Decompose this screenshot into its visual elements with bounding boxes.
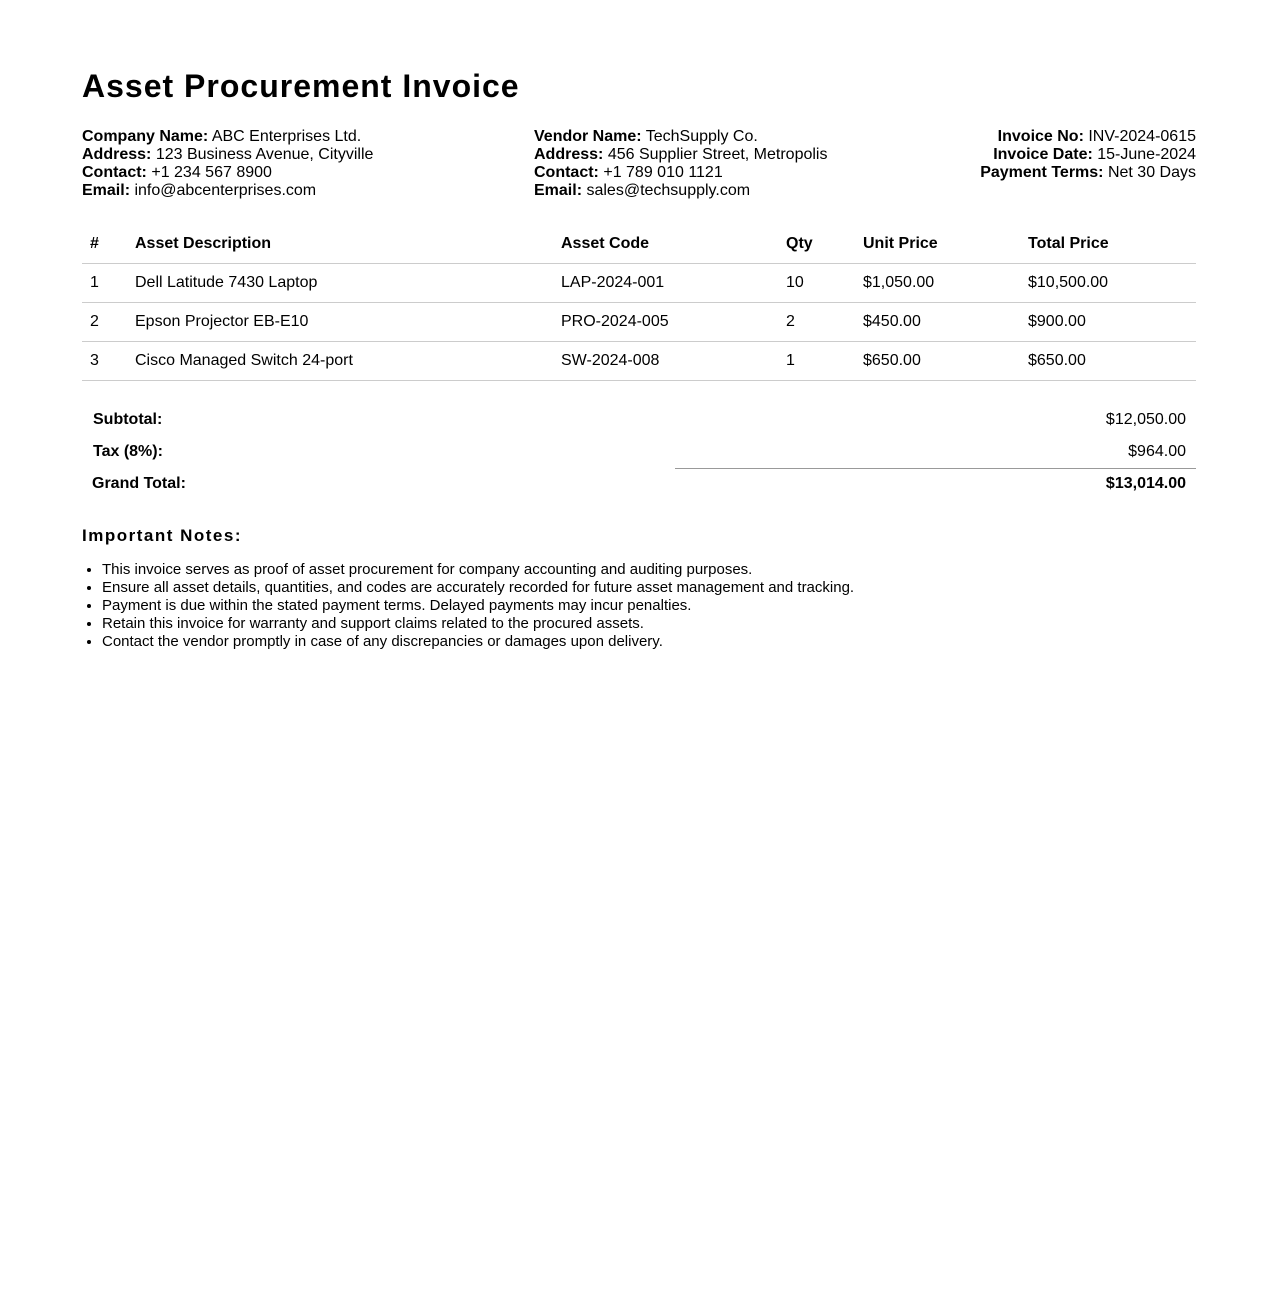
invoice-number-label: Invoice No: — [997, 128, 1084, 145]
payment-terms-label: Payment Terms: — [980, 164, 1104, 181]
asset-description: Cisco Managed Switch 24-port — [127, 342, 553, 381]
table-row — [82, 264, 1196, 303]
company-email-line — [82, 182, 373, 200]
row-number: 3 — [82, 342, 127, 381]
company-email: info@abcenterprises.com — [134, 182, 317, 199]
company-contact-line — [82, 164, 373, 182]
invoice-number-line — [980, 128, 1196, 146]
column-header-total-price: Total Price — [1020, 224, 1196, 264]
invoice-date: 15-June-2024 — [1097, 146, 1196, 163]
payment-terms: Net 30 Days — [1107, 164, 1196, 181]
column-header-number: # — [82, 224, 127, 264]
vendor-contact-line — [534, 164, 827, 182]
vendor-contact: +1 789 010 1121 — [603, 164, 723, 181]
total-price: $900.00 — [1020, 303, 1196, 342]
grand-total-value: $13,014.00 — [1105, 475, 1186, 492]
vendor-info — [534, 128, 827, 200]
tax-row — [82, 436, 1196, 468]
column-header-description: Asset Description — [127, 224, 553, 264]
vendor-email-line — [534, 182, 827, 200]
unit-price: $650.00 — [855, 342, 1020, 381]
invoice-meta — [980, 128, 1196, 182]
note-item: • This invoice serves as proof of asset procurement for company accounting and auditing purposes. — [102, 561, 854, 579]
unit-price: $1,050.00 — [855, 264, 1020, 303]
column-header-unit-price: Unit Price — [855, 224, 1020, 264]
vendor-address-line — [534, 146, 827, 164]
column-header-code: Asset Code — [553, 224, 778, 264]
subtotal-value: $12,050.00 — [1105, 411, 1186, 428]
asset-code: PRO-2024-005 — [553, 303, 778, 342]
vendor-email: sales@techsupply.com — [586, 182, 751, 199]
totals-section — [82, 404, 1196, 500]
asset-code: LAP-2024-001 — [553, 264, 778, 303]
vendor-address: 456 Supplier Street, Metropolis — [607, 146, 828, 163]
notes-title: Important Notes: — [82, 526, 242, 545]
company-name-line — [82, 128, 373, 146]
payment-terms-line — [980, 164, 1196, 182]
items-table — [82, 224, 1196, 381]
tax-value: $964.00 — [1128, 443, 1186, 460]
note-item: • Contact the vendor promptly in case of any discrepancies or damages upon delivery. — [102, 633, 854, 651]
asset-description: Epson Projector EB-E10 — [127, 303, 553, 342]
column-header-qty: Qty — [778, 224, 855, 264]
unit-price: $450.00 — [855, 303, 1020, 342]
table-row — [82, 342, 1196, 381]
company-contact: +1 234 567 8900 — [151, 164, 272, 181]
asset-description: Dell Latitude 7430 Laptop — [127, 264, 553, 303]
vendor-email-label: Email: — [534, 182, 583, 199]
company-address-label: Address: — [82, 146, 152, 163]
notes-list — [82, 561, 854, 651]
subtotal-row — [82, 404, 1196, 436]
invoice-date-line — [980, 146, 1196, 164]
row-number: 2 — [82, 303, 127, 342]
note-item: • Payment is due within the stated payment terms. Delayed payments may incur penalties. — [102, 597, 854, 615]
company-name-label: Company Name: — [82, 128, 209, 145]
asset-qty: 10 — [778, 264, 855, 303]
grand-total-label: Grand Total: — [92, 475, 186, 492]
grand-total-row — [82, 468, 1196, 500]
page-title: Asset Procurement Invoice — [82, 68, 520, 104]
company-info — [82, 128, 373, 200]
company-address-line — [82, 146, 373, 164]
invoice-number: INV-2024-0615 — [1088, 128, 1196, 145]
table-row — [82, 303, 1196, 342]
vendor-name: TechSupply Co. — [645, 128, 758, 145]
note-item: • Ensure all asset details, quantities, and codes are accurately recorded for future asset management and tracking. — [102, 579, 854, 597]
total-price: $10,500.00 — [1020, 264, 1196, 303]
vendor-name-label: Vendor Name: — [534, 128, 642, 145]
asset-code: SW-2024-008 — [553, 342, 778, 381]
company-name: ABC Enterprises Ltd. — [211, 128, 362, 145]
invoice-date-label: Invoice Date: — [993, 146, 1093, 163]
vendor-contact-label: Contact: — [534, 164, 599, 181]
table-header-row — [82, 224, 1196, 264]
tax-label: Tax (8%): — [93, 443, 163, 460]
vendor-name-line — [534, 128, 827, 146]
company-address: 123 Business Avenue, Cityville — [155, 146, 374, 163]
company-contact-label: Contact: — [82, 164, 147, 181]
subtotal-label: Subtotal: — [93, 411, 163, 428]
vendor-address-label: Address: — [534, 146, 604, 163]
asset-qty: 1 — [778, 342, 855, 381]
note-item: • Retain this invoice for warranty and support claims related to the procured assets. — [102, 615, 854, 633]
asset-qty: 2 — [778, 303, 855, 342]
row-number: 1 — [82, 264, 127, 303]
total-price: $650.00 — [1020, 342, 1196, 381]
company-email-label: Email: — [82, 182, 131, 199]
